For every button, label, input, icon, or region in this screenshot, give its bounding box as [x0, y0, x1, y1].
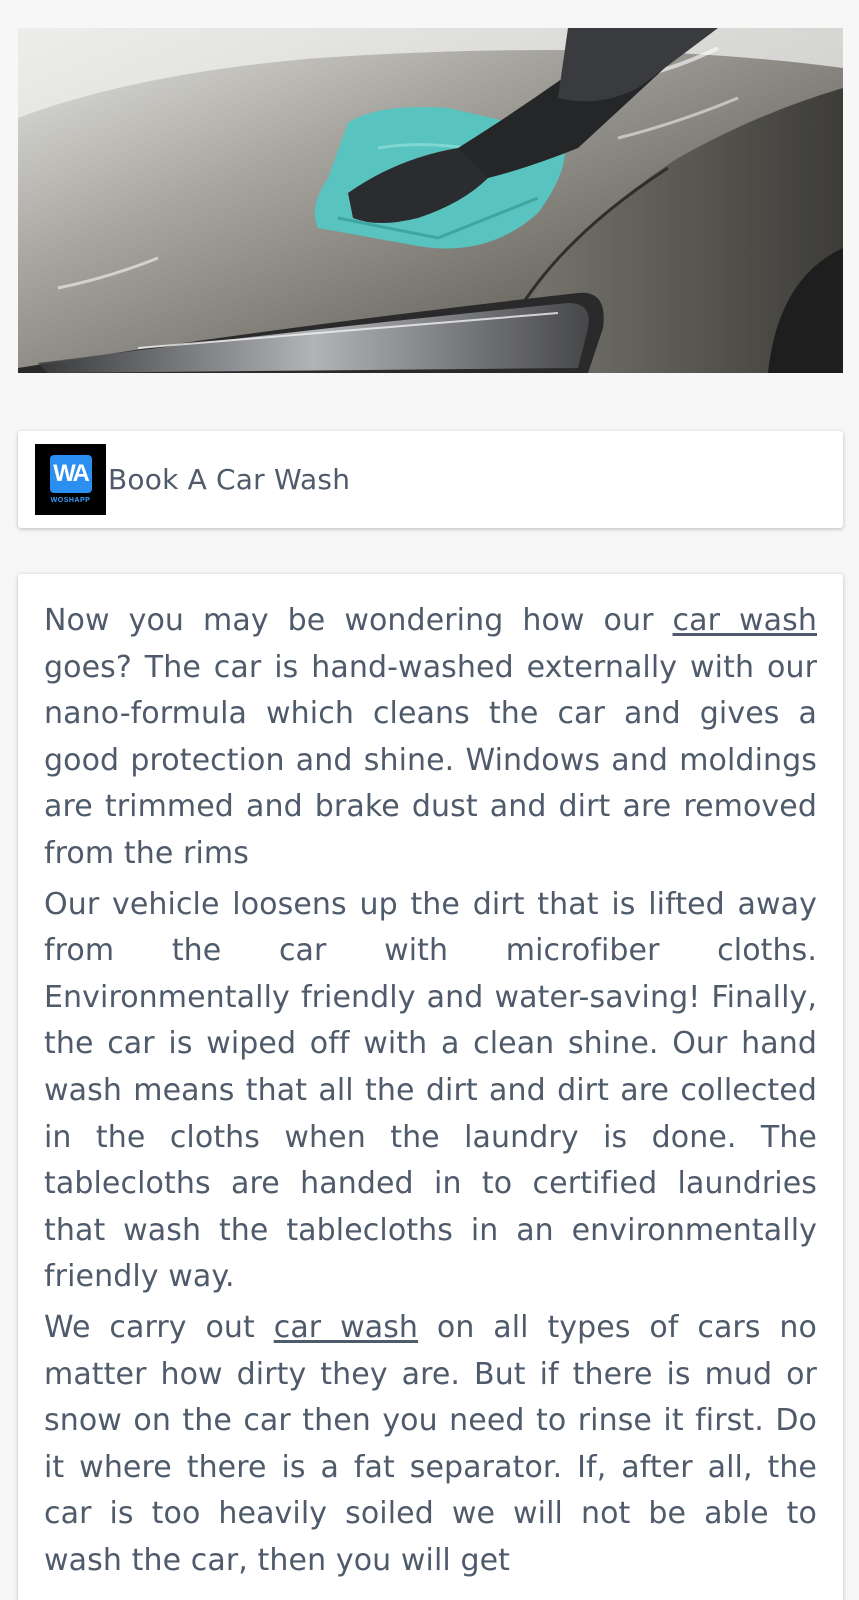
book-car-wash-card[interactable] — [18, 431, 843, 528]
woshapp-logo — [35, 444, 106, 515]
hero-image — [18, 28, 843, 373]
paragraph-1 — [44, 598, 817, 878]
paragraph-3 — [44, 1305, 817, 1585]
car-wash-link-2[interactable]: car wash — [273, 1309, 419, 1345]
paragraph-1-rest: goes? The car is hand-washed externally with our nano-formula which cleans the car and gives a good protection and shine. Windows and moldings are trimmed and brake dust and dirt are removed from the rims — [44, 649, 817, 871]
paragraph-3-rest: on all types of cars no matter how dirty they are. But if there is mud or snow on the car then you need to rinse it first. Do it where there is a fat separator. If, after all, the car is too heavily soiled we will not be able to wash the car, then you will get — [44, 1309, 817, 1578]
article-body — [18, 574, 843, 1584]
logo-subtext: WOSHAPP — [50, 497, 91, 504]
car-polishing-photo-icon — [18, 28, 843, 373]
paragraph-2: Our vehicle loosens up the dirt that is lifted away from the car with microfiber cloths. Environmentally friendly and water-saving! Finally, the car is wiped off with a clean shine. Our hand wash means that all the dirt and dirt are collected in the cloths when the laundry is done. The tablecloths are handed in to certified laundries that wash the tablecloths in an environmentally friendly way. — [44, 886, 817, 1295]
car-wash-link[interactable]: car wash — [672, 603, 817, 638]
content-card — [18, 574, 843, 1600]
paragraph-1-intro: Now you may be wondering how our — [44, 603, 673, 638]
book-car-wash-title[interactable]: Book A Car Wash — [108, 463, 351, 496]
paragraph-3-intro: We carry out — [44, 1309, 274, 1345]
logo-mark: WA — [50, 455, 92, 493]
